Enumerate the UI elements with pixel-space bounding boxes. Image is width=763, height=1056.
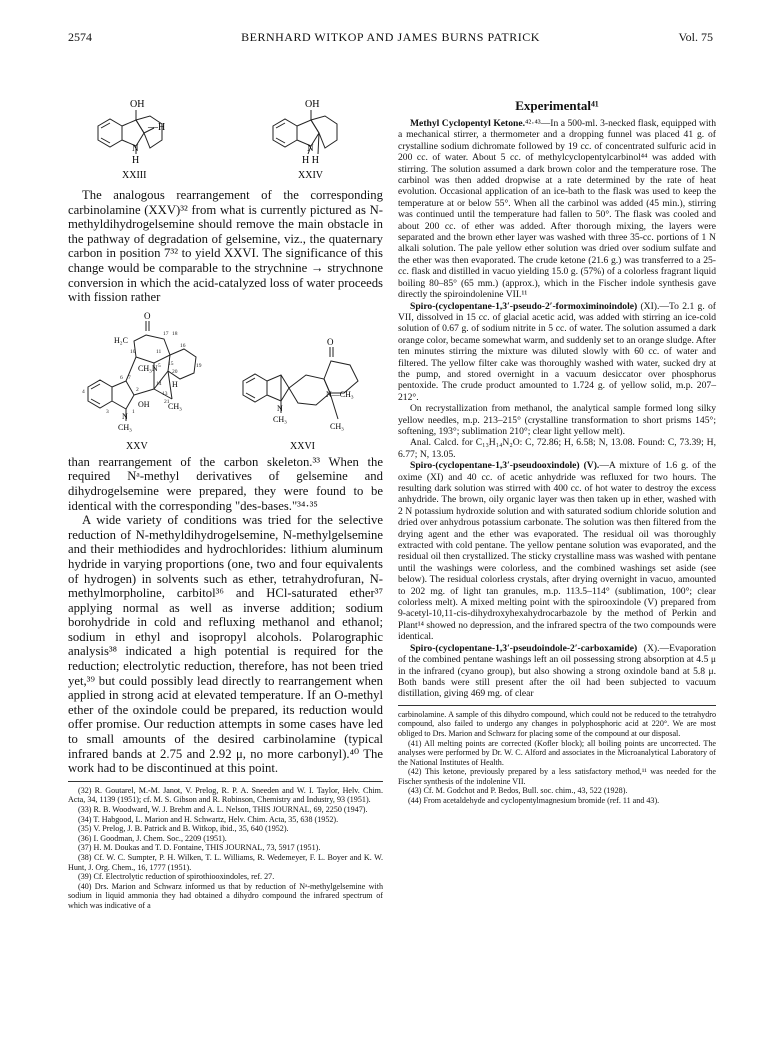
xxiii-n-label: N (132, 143, 139, 153)
right-column (398, 98, 716, 806)
exp-paragraph-2 (398, 301, 716, 404)
page-number: 2574 (68, 30, 92, 44)
xxv-atom-number: 15 (168, 360, 174, 367)
xxv-atom-number: 4 (82, 388, 85, 395)
xxiv-label: XXIV (298, 170, 323, 181)
xxv-n-label: N (122, 411, 128, 421)
xxv-atom-number: 11 (156, 348, 162, 355)
footnote-divider (68, 781, 383, 782)
xxiv-n-label: N (307, 143, 314, 153)
xxv-atom-number: 14 (156, 380, 162, 387)
structure-drawing-mid (68, 309, 383, 455)
xxvi-n-ring: N—CH₃ (326, 389, 354, 399)
xxvi-o-label: O (327, 336, 334, 347)
footnote-39: (39) Cf. Electrolytic reduction of spirothiooxindoles, ref. 27. (78, 872, 275, 882)
xxv-o-label: O (144, 310, 151, 321)
footnote-41: (41) All melting points are corrected (Kofler block); all boiling points are uncorrected. The analyses were performed by Dr. W. C. Alford and associates in the Microanalytical Laboratory of the National Institutes of Health. (398, 738, 716, 767)
xxiv-oh-label: OH (305, 99, 320, 110)
running-header (68, 30, 713, 46)
xxiii-h-label: —H (148, 122, 166, 133)
exp-text: —A mixture of 1.6 g. of the oxime (XI) and 40 cc. of acetic anhydride was refluxed for two hours. The resulting dark solution was stirred with 400 cc. of hot water to destroy the excess anhydride. The brown, oily organic layer was then taken up in ether, washed with 2 N potassium hydroxide solution and with saturated sodium chloride solution and dried over anhydrous potassium carbonate. The solution was then filtered from the drying agent and the ether was evaporated. The residual oil was thoroughly extracted with cold pentane. The yellow pentane solution was evaporated, and the residual oil then crystallized. The sticky crystalline mass was washed with pentane until the washings were colorless, and the combined washings set aside (see below). The residual colorless crystals, after drying overnight in vacuo, amounted to 202 mg. of light tan granules, m.p. 113.5–114° (sublimation, 100°; clear colorless melt). A mixed melting point with the spirooxindole (V) prepared from 9-acetyl-10,11-cis-dihydroxyhexahydrocarbazole by the method of Perkin and Plant¹⁴ showed no depression, and the infrared spectra of the two compounds were identical. (398, 460, 716, 643)
xxv-label: XXV (126, 440, 148, 452)
xxv-atom-number: 20 (172, 368, 178, 375)
xxv-h-label: H (172, 379, 178, 389)
left-column (68, 96, 383, 911)
xxv-atom-number: 17 (163, 330, 169, 337)
xxv-atom-number: 1 (132, 408, 135, 415)
left-paragraph-3: A wide variety of conditions was tried for the selective reduction of N-methyldihydrogelsemine, N-methylgelsemine and their methiodides and hydrochlorides: lithium aluminum hydride in varying proportions (one, two and four equivalents of hydrogen) in solvents such as ether, tetrahydrofuran, N-methylmorpholine, carbitol³⁶ and HCl-saturated ether³⁷ applying normal as well as inverse addition; sodium borohydride in cold and refluxing methanol and ethanol; sodium in ethyl and isopropyl alcohols. Polarographic analysis³⁸ indicated a high potential is required for the reduction; electrolytic reduction, therefore, has not been tried yet,³⁹ but could possibly lead directly to rearrangement when applied in strong acid at elevated temperature. If an O-methyl ether of the oxindole could be prepared, its reduction would offer promise. Our reduction attempts in some cases have led to small amounts of the desired carbinolamine (typical infrared bands at 2.75 and 2.92 μ, no more carbonyl).⁴⁰ The work had to be discontinued at this point. (68, 513, 383, 776)
footnote-32: (32) R. Goutarel, M.-M. Janot, V. Prelog, R. P. A. Sneeden and W. I. Taylor, Helv. Chim. Acta, 34, 1139 (1951); cf. M. S. Gibson and R. Robinson, Chemistry and Industry, 93 (1951). (68, 785, 383, 805)
xxvi-ch3-bottom: CH₃ (330, 421, 344, 431)
footnote-44: (44) From acetaldehyde and cyclopentylmagnesium bromide (ref. 11 and 43). (408, 796, 660, 806)
exp-paragraph-6 (398, 643, 716, 700)
left-paragraph-1: The analogous rearrangement of the corresponding carbinolamine (XXV)³² from what is currently pictured as N-methyldihydrogelsemine should remove the main obstacle in the pathway of degradation of gelsemine, viz., the quaternary carbon in position 7³² to yield XXVI. The significance of this change would be comparable to the strychnine → strychnone conversion in which the acid-catalyzed loss of water proceeds with fission rather (68, 188, 383, 305)
compound-heading: Spiro-(cyclopentane-1,3′-pseudo-2′-formoximinoindole) (410, 300, 638, 312)
exp-paragraph-1 (398, 118, 716, 301)
exp-paragraph-analysis: Anal. Calcd. for C₁₃H₁₄N₂O: C, 72.86; H, 6.58; N, 13.08. Found: C, 73.39; H, 6.77; N, 13.05. (398, 437, 716, 460)
structures-xxiii-xxiv (68, 96, 383, 188)
volume-label: Vol. 75 (678, 30, 713, 44)
footnote-33: (33) R. B. Woodward, W. J. Brehm and A. L. Nelson, THIS JOURNAL, 69, 2250 (1947). (78, 805, 368, 814)
exp-text: ⁴²·⁴³—In a 500-ml. 3-necked flask, equipped with a mechanical stirrer, a thermometer and a dropping funnel was placed 41 g. of crystalline sodium dichromate followed by 19 cc. of concentrated sulfuric acid in 200 cc. of water. About 5 cc. of methylcyclopentylcarbinol⁴⁴ was added with stirring. The solution assumed a dark brown color and the temperature rose. The carbinol was then added dropwise at a rate determined by the rate of heat evolution. Occasional application of an ice-bath to the flask was used to keep the temperature at or below 55°. When all the carbinol was added (45 min.), stirring was continued until the temperature had fallen to 50°. The flask was cooled and about 200 cc. of ether was added. After thorough mixing, the layers were separated and the brown ether layer was washed with three 35-cc. portions of 1 N alkali solution. The pale yellow ether solution was dried over sodium sulfate and the ether was then evaporated. The crude ketone (21.6 g.) was transferred to a 25-cc. flask and distilled in vacuo yielding 15.0 g. (57%) of a colorless fragrant liquid boiling 80–85° (65 mm.) (approx.), which in the Fischer indole synthesis gave directly the spiroindolenine VII.¹¹ (398, 118, 716, 301)
xxv-atom-number: 3 (106, 408, 109, 415)
right-footnotes (398, 710, 716, 806)
xxv-h2c-label: H₂C (114, 335, 128, 345)
exp-paragraph-5 (398, 460, 716, 643)
left-paragraph-2: than rearrangement of the carbon skeleton.³³ When the required Nᵃ-methyl derivatives of gelsemine and dihydrogelsemine were prepared, they were found to be identical with the corresponding "des-bases."³⁴·³⁵ (68, 454, 383, 513)
compound-heading: Spiro-(cyclopentane-1,3′-pseudoindole-2′-carboxamide) (410, 642, 638, 654)
footnote-43: (43) Cf. M. Godchot and P. Bedos, Bull. soc. chim., 43, 522 (1928). (408, 786, 628, 796)
running-title: BERNHARD WITKOP AND JAMES BURNS PATRICK (241, 30, 540, 44)
xxiii-oh-label: OH (130, 99, 145, 110)
exp-text: (X).—Evaporation of the combined pentane washings left an oil possessing strong absorption at 4.5 μ in the infrared (cyano group), but also showing a strong oxindole band at 5.8 μ. Both bands were still present after the oil had been subjected to vacuum distillation, giving 469 mg. of clear (398, 642, 716, 700)
footnote-34: (34) T. Habgood, L. Marion and H. Schwartz, Helv. Chim. Acta, 35, 638 (1952). (78, 814, 339, 824)
footnote-37: (37) H. M. Doukas and T. D. Fontaine, THIS JOURNAL, 73, 5917 (1951). (78, 843, 321, 853)
xxv-atom-number: 18 (172, 330, 178, 337)
xxv-atom-number: 21 (164, 398, 170, 405)
xxiii-h-bottom: H (132, 155, 140, 166)
xxv-atom-number: 10 (130, 348, 136, 355)
xxv-atom-number: 7 (128, 374, 131, 381)
compound-heading: Spiro-(cyclopentane-1,3′-pseudooxindole) (V). (410, 460, 600, 472)
compound-heading: Methyl Cyclopentyl Ketone. (410, 118, 526, 129)
footnote-35: (35) V. Prelog, J. B. Patrick and B. Witkop, ibid., 35, 640 (1952). (78, 824, 289, 834)
xxv-atom-number: 6 (120, 374, 123, 381)
structure-drawing-top (68, 96, 383, 188)
xxv-ch3-right: CH₃ (168, 401, 182, 411)
section-title-experimental: Experimental⁴¹ (515, 98, 599, 113)
exp-text: (XI).—To 2.1 g. of VII, dissolved in 15 cc. of glacial acetic acid, was added with stirring an ice-cold solution of 0.67 g. of sodium nitrite in 5 cc. of water. The solution assumed a dark orange color, became somewhat warm, and suddenly set to an orange sludge. After ten minutes stirring the mixture was diluted slowly with 60 cc. of water and filtered. The yellow filter cake was thoroughly washed with water, sucked dry at the pump, and stored overnight in a vacuum desiccator over phosphorus pentoxide. The crude product amounted to 1.724 g. of yellow solid, m.p. 207–212°. (398, 300, 716, 403)
xxiv-h-bottom: H H (302, 155, 319, 166)
xxv-atom-number: 19 (196, 362, 202, 369)
left-footnotes (68, 786, 383, 911)
xxv-oh-label: OH (138, 399, 150, 409)
footnote-38: (38) Cf. W. C. Sumpter, P. H. Wilken, T. L. Williams, R. Wedemeyer, F. L. Boyer and K. W. Hunt, J. Org. Chem., 16, 1777 (1951). (68, 852, 383, 872)
xxvi-label: XXVI (290, 440, 315, 452)
footnote-divider (398, 705, 716, 706)
xxv-atom-number: 2 (136, 386, 139, 393)
structures-xxv-xxvi (68, 309, 383, 455)
xxv-atom-number: 5 (158, 362, 161, 369)
xxiii-label: XXIII (122, 170, 147, 181)
xxvi-ch3-label: CH₃ (273, 414, 287, 424)
footnote-40-continued: carbinolamine. A sample of this dihydro compound, which could not be reduced to the tetrahydro compound, also failed to undergo any changes in polyphosphoric acid at 220°. We are most obliged to Drs. Marion and Schwarz for placing some of the compound at our disposal. (398, 709, 716, 738)
footnote-42: (42) This ketone, previously prepared by a less satisfactory method,¹¹ was needed for the Fischer synthesis of the indolenine VII. (398, 767, 716, 786)
footnote-36: (36) I. Goodman, J. Chem. Soc., 2209 (1951). (78, 833, 227, 843)
xxv-ch3-label: CH₃ (118, 422, 132, 432)
footnote-40: (40) Drs. Marion and Schwarz informed us that by reduction of Nᵃ-methylgelsemine with sodium in liquid ammonia they had obtained a dihydro compound the infrared spectrum of which was indicative of a (68, 881, 383, 910)
exp-paragraph-3: On recrystallization from methanol, the analytical sample formed long silky yellow needles, m.p. 213–215° (crystalline transformation to short prisms 145°; softening, 193°; sublimation 210°; clear light yellow melt). (398, 403, 716, 437)
xxv-ch3n-label: CH₃N (138, 363, 158, 373)
xxv-atom-number: 13 (162, 390, 168, 397)
xxvi-n-label: N (277, 403, 283, 413)
xxv-atom-number: 16 (180, 342, 186, 349)
